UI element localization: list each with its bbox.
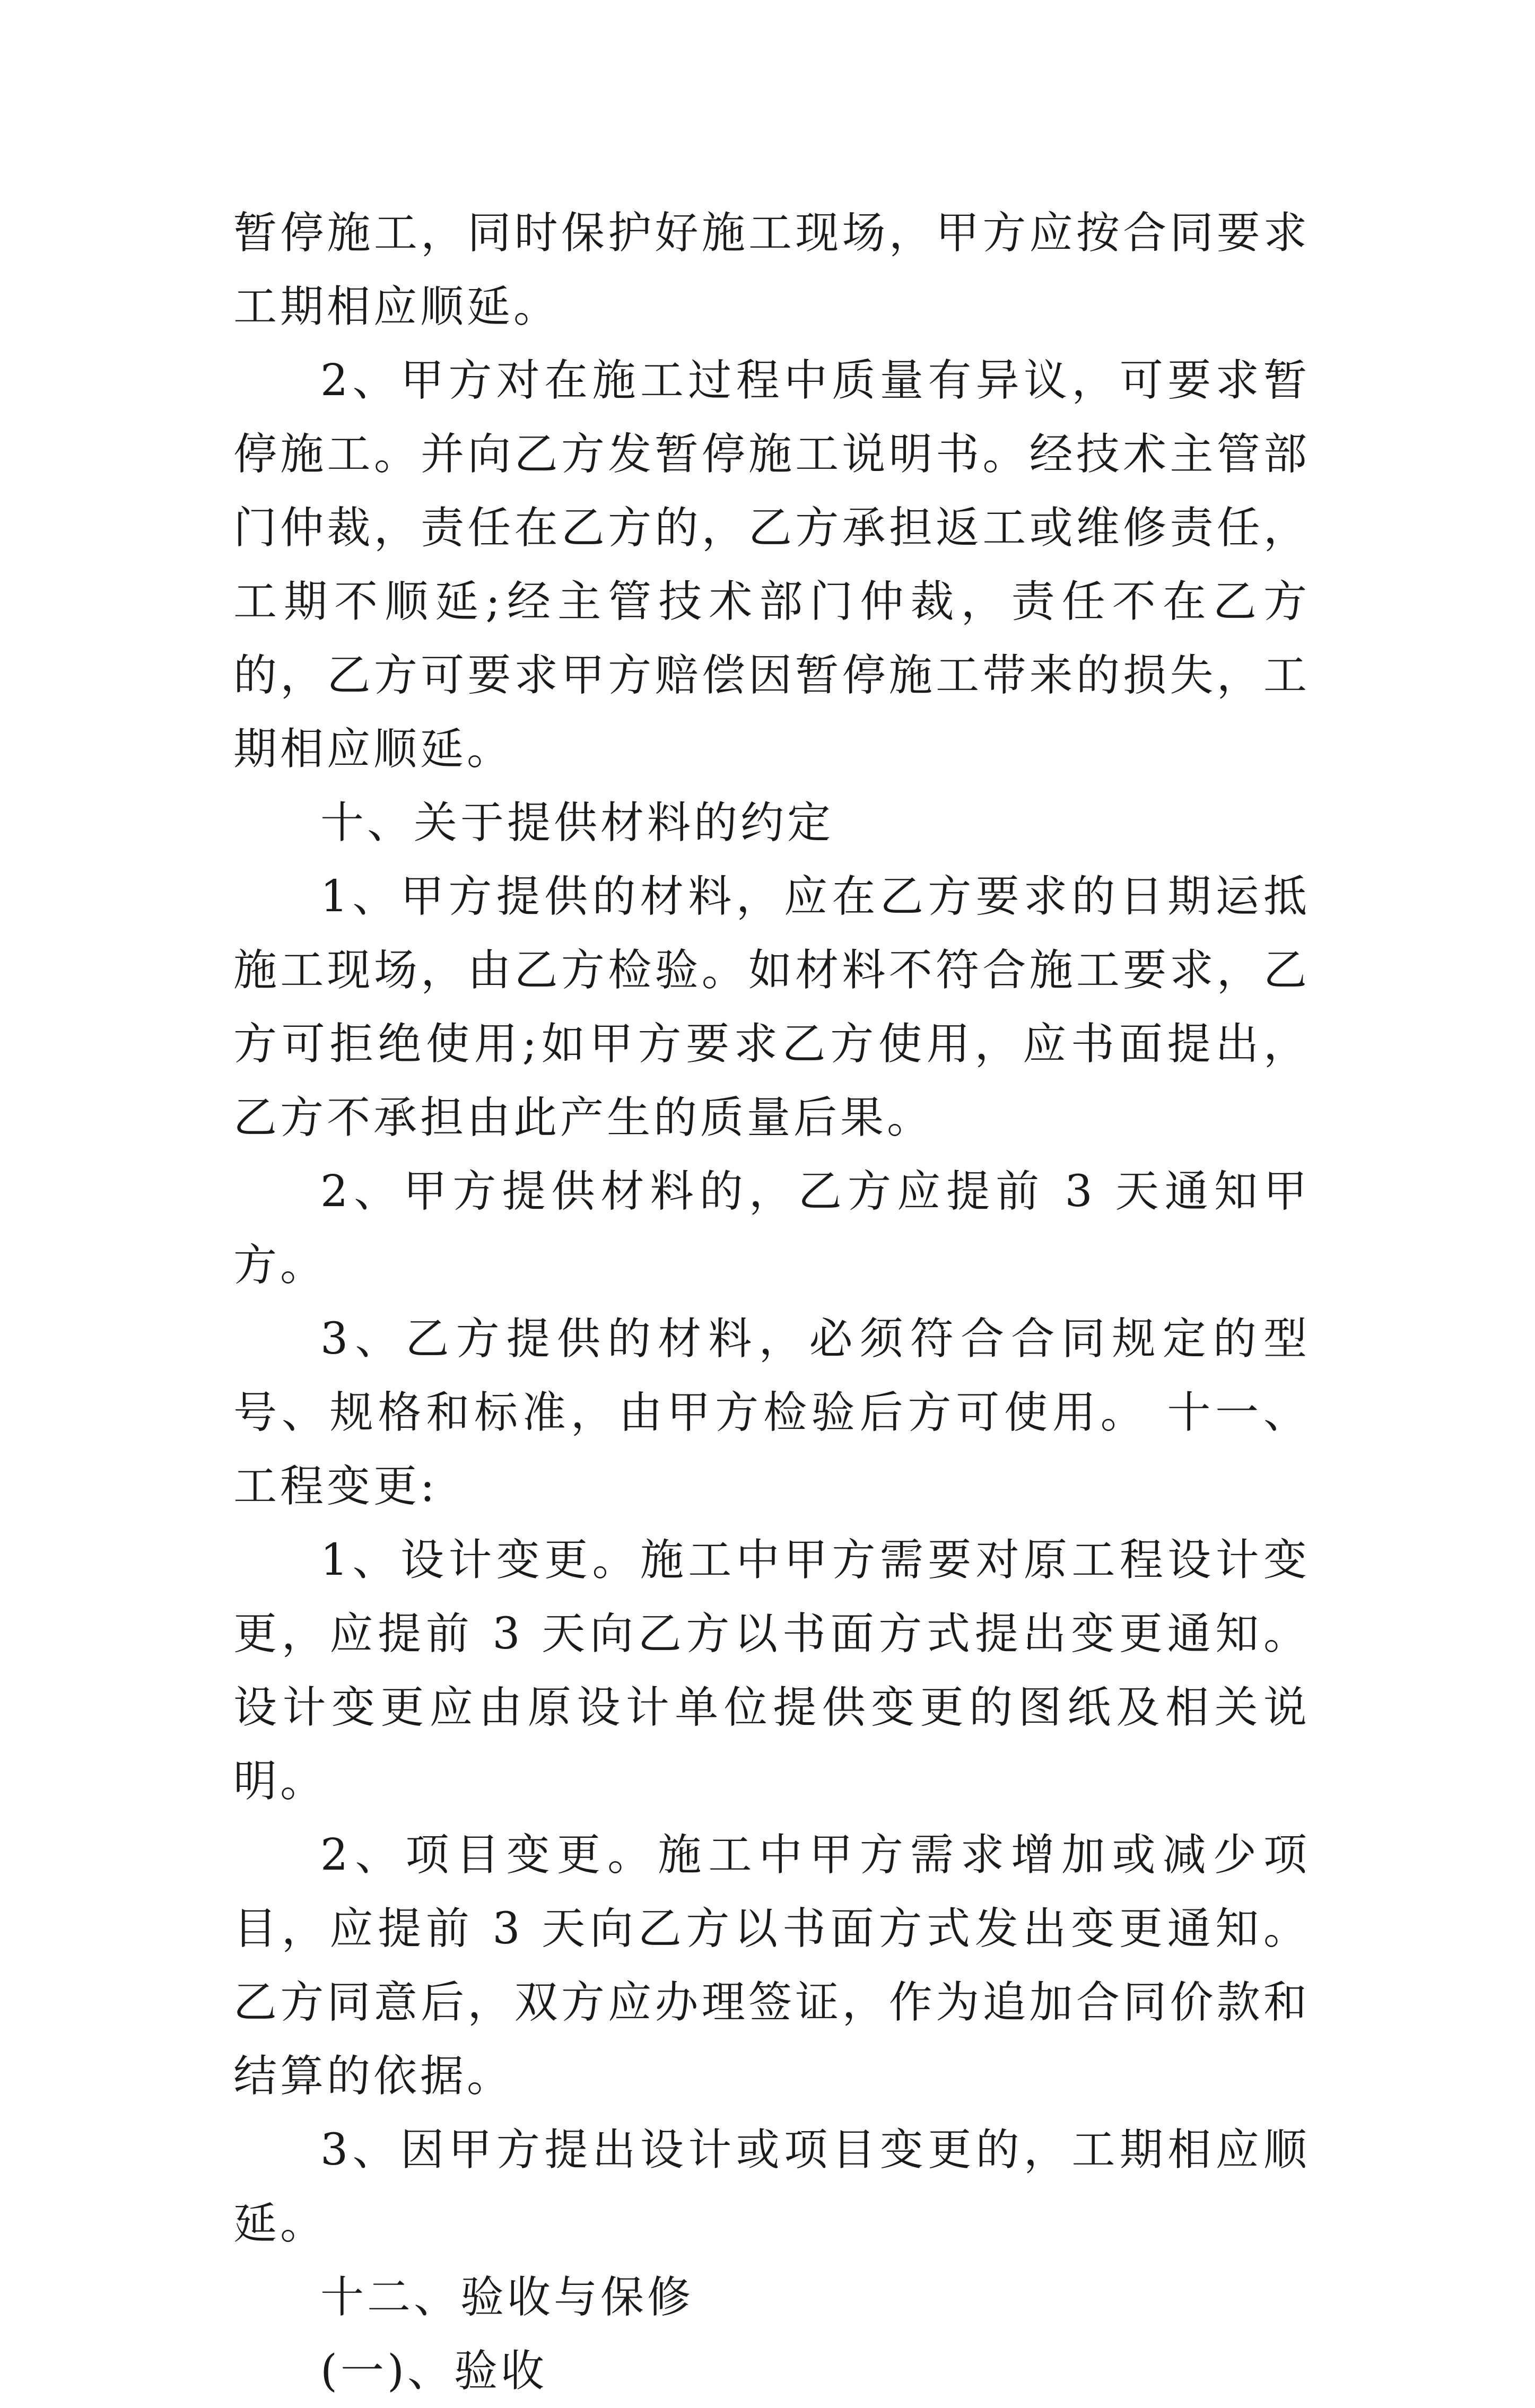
- section-heading-acceptance: 十二、验收与保修: [320, 2272, 694, 2323]
- document-body: [233, 196, 1310, 2408]
- paragraph-change-1: 1、设计变更。施工中甲方需要对原工程设计变更，应提前 3 天向乙方以书面方式提出变更通知。设计变更应由原设计单位提供变更的图纸及相关说明。: [233, 1535, 1310, 1807]
- paragraph-materials-1: 1、甲方提供的材料，应在乙方要求的日期运抵施工现场，由乙方检验。如材料不符合施工要求，乙方可拒绝使用;如甲方要求乙方使用，应书面提出，乙方不承担由此产生的质量后果。: [233, 871, 1310, 1143]
- paragraph-materials-3: 3、乙方提供的材料，必须符合合同规定的型号、规格和标准，由甲方检验后方可使用。 十一、工程变更:: [233, 1314, 1310, 1512]
- section-heading-materials: 十、关于提供材料的约定: [320, 798, 834, 848]
- paragraph-change-2: 2、项目变更。施工中甲方需求增加或减少项目，应提前 3 天向乙方以书面方式发出变更通知。乙方同意后，双方应办理签证，作为追加合同价款和结算的依据。: [233, 1830, 1310, 2101]
- paragraph-materials-2: 2、甲方提供材料的，乙方应提前 3 天通知甲方。: [233, 1166, 1310, 1290]
- paragraph-continuation: 暂停施工，同时保护好施工现场，甲方应按合同要求工期相应顺延。: [233, 208, 1310, 332]
- subsection-heading-acceptance: (一)、验收: [320, 2346, 547, 2396]
- paragraph-change-3: 3、因甲方提出设计或项目变更的，工期相应顺延。: [233, 2125, 1310, 2249]
- paragraph-clause-2-suspension: 2、甲方对在施工过程中质量有异议，可要求暂停施工。并向乙方发暂停施工说明书。经技术主管部门仲裁，责任在乙方的，乙方承担返工或维修责任，工期不顺延;经主管技术部门仲裁，责任不在乙方的，乙方可要求甲方赔偿因暂停施工带来的损失，工期相应顺延。: [233, 355, 1310, 774]
